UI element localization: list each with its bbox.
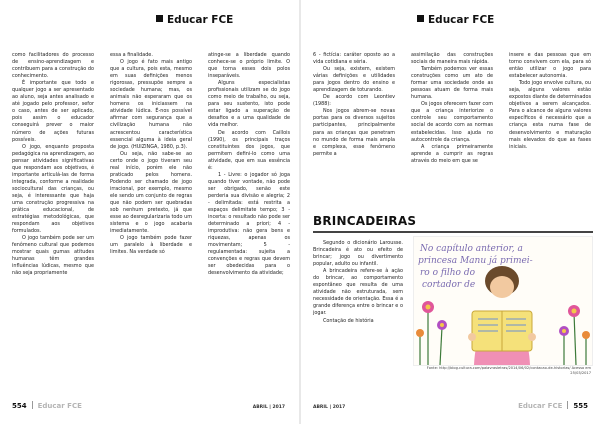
left-footer — [12, 401, 82, 410]
paragraph: como facilitadores do processo de ensino-aprendizagem e contribuem para a construção do conhecimento. — [12, 52, 94, 80]
header-brand-label: Educar FCE — [167, 14, 234, 26]
storytelling-illustration — [413, 236, 593, 366]
text-column-3 — [509, 52, 591, 151]
paragraph: Também podemos ver essas construções como um ato de formar uma sociedade onde as pessoas atuam de forma mais humana. — [411, 66, 493, 101]
footer-date: ABRIL | 2017 — [313, 405, 346, 410]
brand-square-icon — [417, 15, 424, 22]
paragraph: O jogo também pode ser um fenômeno cultural que podemos mostrar quais gumas atitudes humanas têm grandes influências lúdicas, mesmo que não seja propriamente — [12, 235, 94, 277]
paragraph: Nos jogos abrem-se novas portas para os diversos sujeitos participantes, principalmente para as crianças que penetram no mundo de forma mais ampla e complexa, esse fenômeno permite a — [313, 108, 395, 157]
text-column-2 — [411, 52, 493, 165]
footer-divider — [567, 401, 568, 409]
paragraph: A criança primeiramente aprende a cumprir as regras através do meio em que se — [411, 143, 493, 164]
child-reading-book-illustration — [414, 237, 592, 365]
paragraph: Segundo o dicionário Larousse. Brincadeira é ato ou efeito de brincar; jogo ou divertimento popular, adulto ou infantil. — [313, 240, 403, 268]
paragraph: essa a finalidade. — [110, 52, 153, 58]
section-title: BRINCADEIRAS — [313, 214, 417, 228]
paragraph: Ou seja, existem, existem várias definições e utilidades para jogos dentro do ensino e aprendizagem de toturando. — [313, 66, 395, 94]
paragraph: Ou seja, não sabe-se ao certo onde o jogo tiveram seu real início, porém ele não praticado pelos homens. Podendo ser chamado de jogo irracional, por exemplo, mesmo ele sendo um conjunto de regras que não podem ser quebradas sob nenhum pretexto, já que esse ao desregularizaria todo um sistema e o jogo acabaria imediatamente. — [110, 150, 192, 235]
header-brand-label: Educar FCE — [428, 14, 495, 26]
right-page — [301, 0, 600, 424]
paragraph: É importante que todo e qualquer jogo a ser apresentado ao aluno, seja antes analisado e até jogado pelo professor, sefor o caso, antes de ser aplicado, pois assim o educador conseguirá prever o maior número de ações futuras possíveis. — [12, 80, 94, 143]
paragraph: Contação de história — [323, 317, 374, 324]
flower-left — [416, 301, 447, 365]
paragraph: O jogo, enquanto proposta pedagógica na aprendizagem, ao pensar atividades significativas que respondam aos objetivos, é importante articulá-las de forma integrada, conforme a realidade sociocultural das crianças, ou seja, é interessante que haja uma construção progressiva na prática educacional, de estratégias metodológicas, que respondam aos objetivos formulados. — [12, 143, 94, 235]
footer-date: ABRIL | 2017 — [252, 405, 285, 410]
paragraph: 1 - Livre: o jogador só joga quando tiver vontade, não pode ser obrigado, senão este perderia sua divisão e alegria; 2 - delimitada: está restrita a espaços delimitate tempo; 3 - incerta: o resultado não pode ser determinado a priori; 4 - improdutiva: não gera bens e riquezas, apenas os movimentam; 5 - regulamentada: sujeita a convenções e regras que devem ser obedecidas para o desenvolvimento da atividade; — [208, 171, 290, 277]
paragraph: De acordo com Leontiev (1988): — [313, 94, 395, 108]
section-divider — [313, 231, 593, 233]
page-number: 554 — [12, 402, 27, 410]
header-brand — [417, 14, 494, 26]
footer-brand: Educar FCE — [37, 402, 82, 410]
paragraph: De acordo com Caillois (1990), os principais traços constituintes dos jogos, que permitem defini-lo como uma atividade, que em sua essência é: — [208, 129, 290, 171]
paragraph: Alguns especialistas profissionais utilizam se do jogo como meio de trabalho, ou seja, para seu sustento, isto pode estar ligado a superação de desafios e a uma qualidade de vida melhor. — [208, 80, 290, 129]
paragraph: atinge-se a liberdade quando conhece-se o próprio limite. O que torna esses dois polos inseparáveis. — [208, 52, 290, 80]
left-page — [0, 0, 299, 424]
paragraph: assimilação das construções sociais de maneira mais rápida. — [411, 52, 493, 66]
paragraph: O jogo também pode fazer um paralelo à liberdade e limites. Na verdade só — [110, 235, 192, 256]
text-column-1 — [12, 52, 94, 278]
child-figure — [468, 266, 536, 365]
text-column-2 — [110, 52, 192, 256]
paragraph: O jogo é fato mais antigo que a cultura, pois esta, mesmo em suas definições menos rigorosas, pressupõe sempre a sociedade humana; mas, os animais não esperaram que os homens os iniciassem na atividade lúdica. É-nos possível afirmar com segurança que a civilização humana não acrescentou característica essencial alguma à ideia geral de jogo. (HUIZINGA, 1980, p.3). — [110, 59, 192, 150]
right-footer — [518, 401, 588, 410]
paragraph: 6 - fictícia: caráter oposto ao a vida cotidiana e séria. — [313, 52, 395, 66]
footer-divider — [32, 401, 33, 409]
brand-square-icon — [156, 15, 163, 22]
flower-right — [559, 305, 590, 365]
text-column-1 — [313, 52, 395, 158]
section-text-column — [313, 240, 403, 325]
page-number: 555 — [573, 402, 588, 410]
paragraph: Os jogos oferecem fazer com que a criança interiorize o controle seu comportamento social de acordo com as normas estabelecidas. Isso ajuda no autocontrole da criança. — [411, 101, 493, 143]
paragraph: Todo jogo envolve cultura, ou seja, alguns valores estão expostos diante de determinados objetivos a serem alcançados. Para o alcance de alguns valores específicos é necessário que a criança esta numa fase de desenvolvimento e maturação mais elevados do que as fases iniciais. — [509, 80, 592, 150]
illustration-caption: Fonte: http://blog.cultura.com/palavrasletras/2014/06/02/contacao-de-historias/ Acesso em 25/03/2017 — [426, 366, 591, 375]
paragraph: insere e das pessoas que em torno convivem com ela, para só então utilizar o jogo para estabelecer autonomia. — [509, 52, 591, 80]
text-column-3 — [208, 52, 290, 278]
illustration-handwriting: No capítulo anterior, a princesa Manu já primei- ro o filho do cortador de — [418, 244, 533, 290]
header-brand — [156, 14, 233, 26]
footer-brand: Educar FCE — [518, 402, 563, 410]
paragraph: A brincadeira refere-se à ação do brincar, ao comportamento espontâneo que resulta de uma atividade não estruturada, sem necessidade de orientação. Essa é a grande diferença entre o brincar e o jogar. — [313, 268, 403, 317]
